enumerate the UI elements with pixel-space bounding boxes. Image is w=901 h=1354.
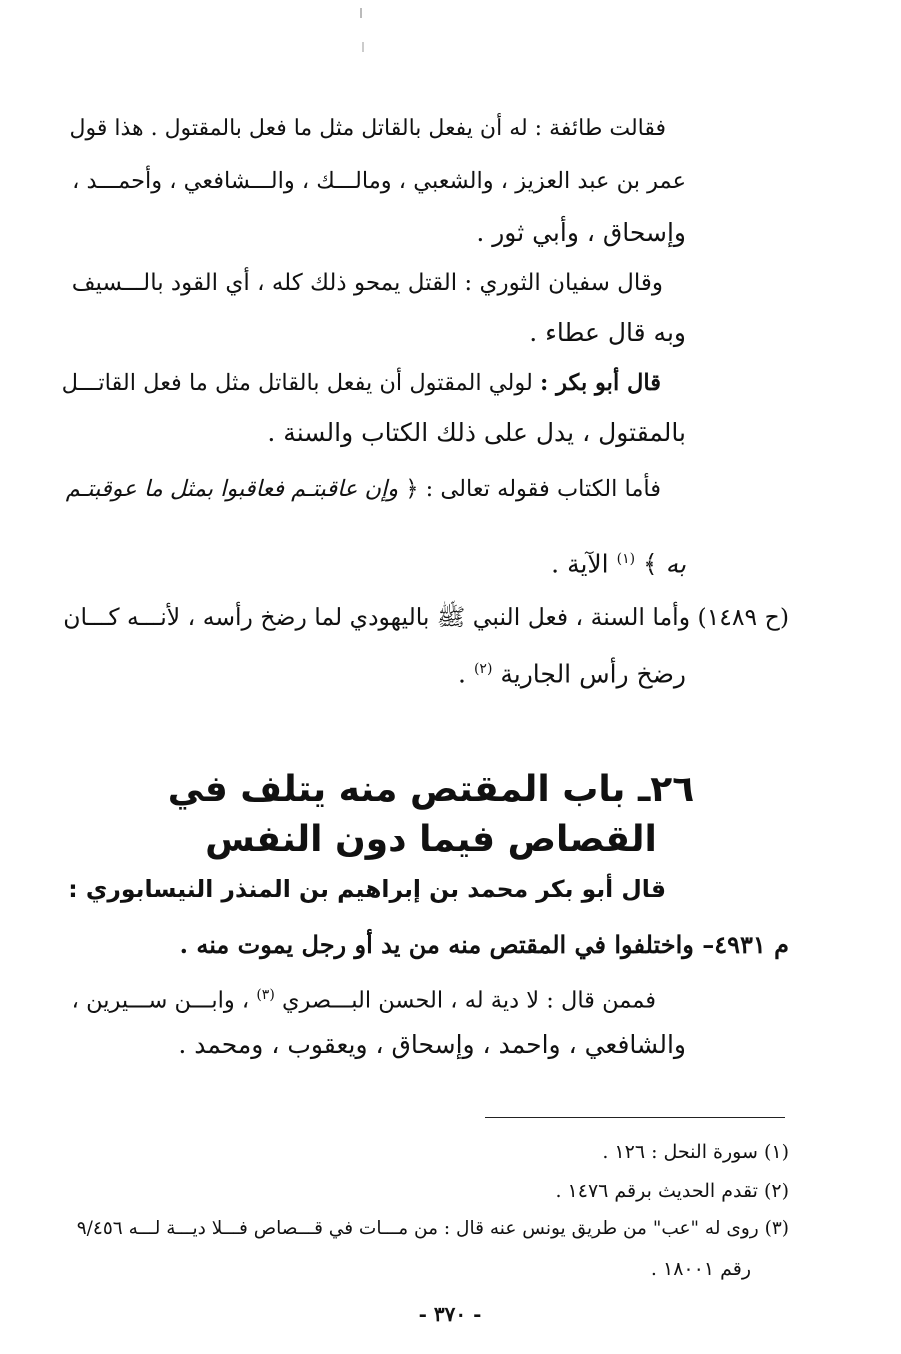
entry-line [180,928,789,962]
body-line [69,112,666,146]
footnote-ref: (٣) [256,987,275,1003]
body-text: فقالت طائفة : له أن يفعل بالقاتل مثل ما فعل بالمقتول . هذا قول [69,116,666,141]
hadith-text: (ح ١٤٨٩) وأما السنة ، فعل النبي ﷺ باليهودي لما رضخ رأسه ، لأنـــه كـــان [63,603,789,631]
footnote-2 [555,1177,789,1205]
page-number: - ٣٧٠ - [418,1302,482,1326]
footnote-3-cont [651,1255,751,1283]
chapter-heading: ٢٦ـ باب المقتص منه يتلف في القصاص فيما دون النفس [167,769,695,860]
body-text: وإسحاق ، وأبي ثور . [476,218,686,247]
body-line [267,416,686,450]
body-text: فممن قال : لا دية له ، الحسن البـــصري [281,987,656,1014]
footnote-ref: (١) [616,551,636,567]
body-line [476,216,686,250]
body-text: بالمقتول ، يدل على ذلك الكتاب والسنة . [267,418,686,447]
author-line: قال أبو بكر محمد بن إبراهيم بن المنذر النيسابوري : [68,875,666,903]
body-text: . [458,659,466,689]
quran-text: وإن عاقبتـم فعاقبوا بمثل ما عوقبتـم [65,476,399,502]
body-line [529,316,686,350]
body-line [178,1028,686,1062]
body-line [72,164,686,198]
scan-speck [360,8,362,18]
abu-bakr-label: قال أبو بكر : [539,370,661,396]
body-text: عمر بن عبد العزيز ، والشعبي ، ومالـــك ، والـــشافعي ، وأحمـــد ، [72,168,686,194]
footnote-text: روى له "عب" من طريق يونس عنه قال : من مـــات في قـــصاص فـــلا ديـــة لـــه ٩/٤٥٦ [76,1218,759,1239]
body-line [62,366,661,400]
quran-text: به [665,549,686,579]
body-text: ، وابـــن ســـيرين ، [71,987,250,1014]
footnote-number: (٢) [763,1180,789,1202]
scan-speck [362,42,364,52]
body-line [66,472,661,506]
body-text: والشافعي ، واحمد ، وإسحاق ، ويعقوب ، ومحمد . [178,1030,686,1059]
body-line [72,978,656,1018]
body-text: وبه قال عطاء . [529,318,686,347]
footnote-text: تقدم الحديث برقم ١٤٧٦ . [555,1180,758,1202]
body-line [63,600,789,634]
body-text: رضخ رأس الجارية [500,659,686,689]
footnote-3 [77,1215,789,1243]
footnote-1 [602,1138,789,1166]
footnote-text: سورة النحل : ١٢٦ . [602,1141,758,1163]
body-text: لولي المقتول أن يفعل بالقاتل مثل ما فعل القاتـــل [61,370,533,396]
body-line [551,542,686,581]
footnote-divider [485,1117,785,1118]
footnote-number: (١) [763,1141,789,1163]
quran-close-bracket: ﴾ [643,549,658,579]
body-line [72,266,663,300]
body-text: الآية . [551,549,609,579]
footnote-text: رقم ١٨٠٠١ . [650,1258,751,1280]
footnote-ref: (٢) [473,661,493,677]
body-line [458,652,686,691]
body-text: فأما الكتاب فقوله تعالى : [425,476,661,502]
footnote-number: (٣) [764,1218,789,1239]
quran-open-bracket: ﴿ [405,476,419,502]
entry-text: م ٤٩٣١– واختلفوا في المقتص منه من يد أو رجل يموت منه . [179,930,789,959]
body-text: وقال سفيان الثوري : القتل يمحو ذلك كله ، أي القود بالـــسيف [71,270,663,296]
